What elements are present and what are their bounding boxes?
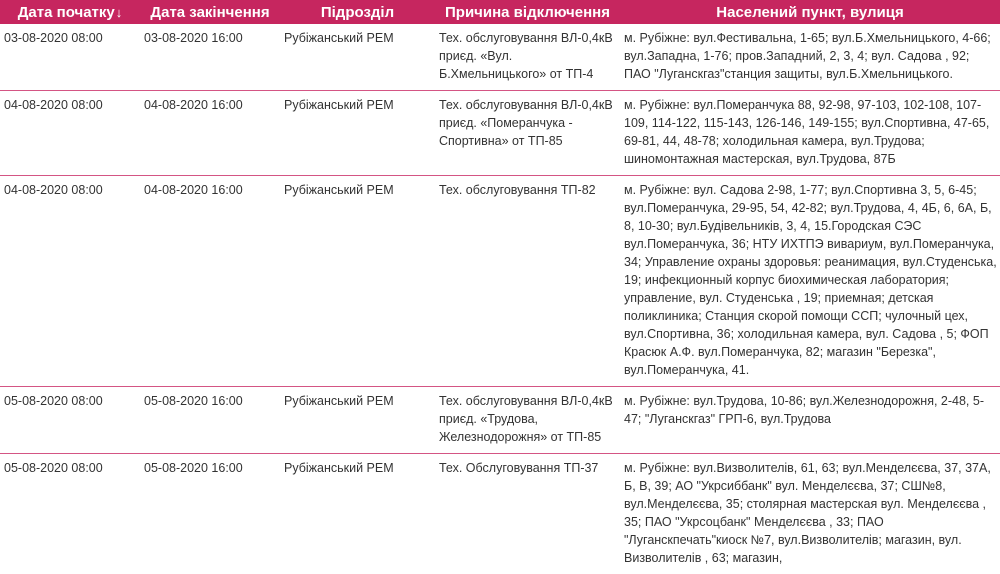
cell-end-date: 03-08-2020 16:00 (140, 24, 280, 91)
cell-start-date: 05-08-2020 08:00 (0, 454, 140, 574)
column-header-end-date[interactable]: Дата закінчення (140, 0, 280, 24)
table-header (0, 0, 1000, 24)
cell-start-date: 04-08-2020 08:00 (0, 176, 140, 387)
table-row (0, 91, 1000, 176)
cell-reason: Тех. обслуговування ТП-82 (435, 176, 620, 387)
cell-location: м. Рубіжне: вул.Визволителів, 61, 63; вул.Менделєєва, 37, 37А, Б, В, 39; АО "Укрсиббанк" вул. Менделєєва, 37; СШ№8, вул.Менделєєва, 35; столярная мастерская вул. Менделєєва , 35; ПАО "Укрсоцбанк" Менделєєва , 33; ПАО "Луганскпечать"киоск №7, вул.Визволителів; магазин, вул. Визволителів , 63; магазин, (620, 454, 1000, 574)
cell-start-date: 04-08-2020 08:00 (0, 91, 140, 176)
table-row (0, 454, 1000, 574)
column-header-start-date[interactable]: Дата початку↓ (0, 0, 140, 24)
cell-reason: Тех. обслуговування ВЛ-0,4кВ приєд. «Вул. Б.Хмельницького» от ТП-4 (435, 24, 620, 91)
cell-reason: Тех. обслуговування ВЛ-0,4кВ приєд. «Померанчука - Спортивна» от ТП-85 (435, 91, 620, 176)
cell-location: м. Рубіжне: вул.Померанчука 88, 92-98, 97-103, 102-108, 107-109, 114-122, 115-143, 126-146, 149-155; вул.Спортивна, 47-65, 69-81, 44, 48-78; холодильная камера, вул.Трудова; шиномонтажная мастерская, вул.Трудова, 87Б (620, 91, 1000, 176)
cell-end-date: 04-08-2020 16:00 (140, 91, 280, 176)
cell-end-date: 05-08-2020 16:00 (140, 454, 280, 574)
cell-unit: Рубіжанський РЕМ (280, 91, 435, 176)
cell-unit: Рубіжанський РЕМ (280, 387, 435, 454)
column-header-location[interactable]: Населений пункт, вулиця (620, 0, 1000, 24)
table-body (0, 24, 1000, 574)
cell-end-date: 04-08-2020 16:00 (140, 176, 280, 387)
table-row (0, 387, 1000, 454)
cell-reason: Тех. Обслуговування ТП-37 (435, 454, 620, 574)
table-row (0, 24, 1000, 91)
sort-arrow-down-icon[interactable]: ↓ (116, 5, 123, 20)
cell-start-date: 03-08-2020 08:00 (0, 24, 140, 91)
cell-start-date: 05-08-2020 08:00 (0, 387, 140, 454)
cell-end-date: 05-08-2020 16:00 (140, 387, 280, 454)
cell-unit: Рубіжанський РЕМ (280, 176, 435, 387)
cell-unit: Рубіжанський РЕМ (280, 454, 435, 574)
cell-location: м. Рубіжне: вул.Фестивальна, 1-65; вул.Б.Хмельницького, 4-66; вул.Западна, 1-76; пров.Западний, 2, 3, 4; вул. Садова , 92; ПАО "Луганскгаз"станция защиты, вул.Б.Хмельницького. (620, 24, 1000, 91)
cell-reason: Тех. обслуговування ВЛ-0,4кВ приєд. «Трудова, Железнодорожня» от ТП-85 (435, 387, 620, 454)
column-header-reason[interactable]: Причина відключення (435, 0, 620, 24)
table-row (0, 176, 1000, 387)
cell-location: м. Рубіжне: вул.Трудова, 10-86; вул.Железнодорожня, 2-48, 5-47; "Луганскгаз" ГРП-6, вул.Трудова (620, 387, 1000, 454)
cell-location: м. Рубіжне: вул. Садова 2-98, 1-77; вул.Спортивна 3, 5, 6-45; вул.Померанчука, 29-95, 54, 42-82; вул.Трудова, 4, 4Б, 6, 6А, Б, 8, 10-30; вул.Будівельників, 3, 4, 15.Городская СЭС вул.Померанчука, 36; НТУ ИХТПЭ вивариум, вул.Померанчука, 34; Управление охраны здоровья: реанимация, вул.Студенська, 19; инфекционный корпус биохимическая лаборатория; управление, вул. Студенська , 19; приемная; детская поликлиника; Станция скорой помощи ССП; чулочный цех, вул.Спортивна, 36; холодильная камера, вул. Садова , 5; ФОП Красюк А.Ф. вул.Померанчука, 82; магазин "Березка", вул.Померанчука, 41. (620, 176, 1000, 387)
column-header-unit[interactable]: Підрозділ (280, 0, 435, 24)
cell-unit: Рубіжанський РЕМ (280, 24, 435, 91)
